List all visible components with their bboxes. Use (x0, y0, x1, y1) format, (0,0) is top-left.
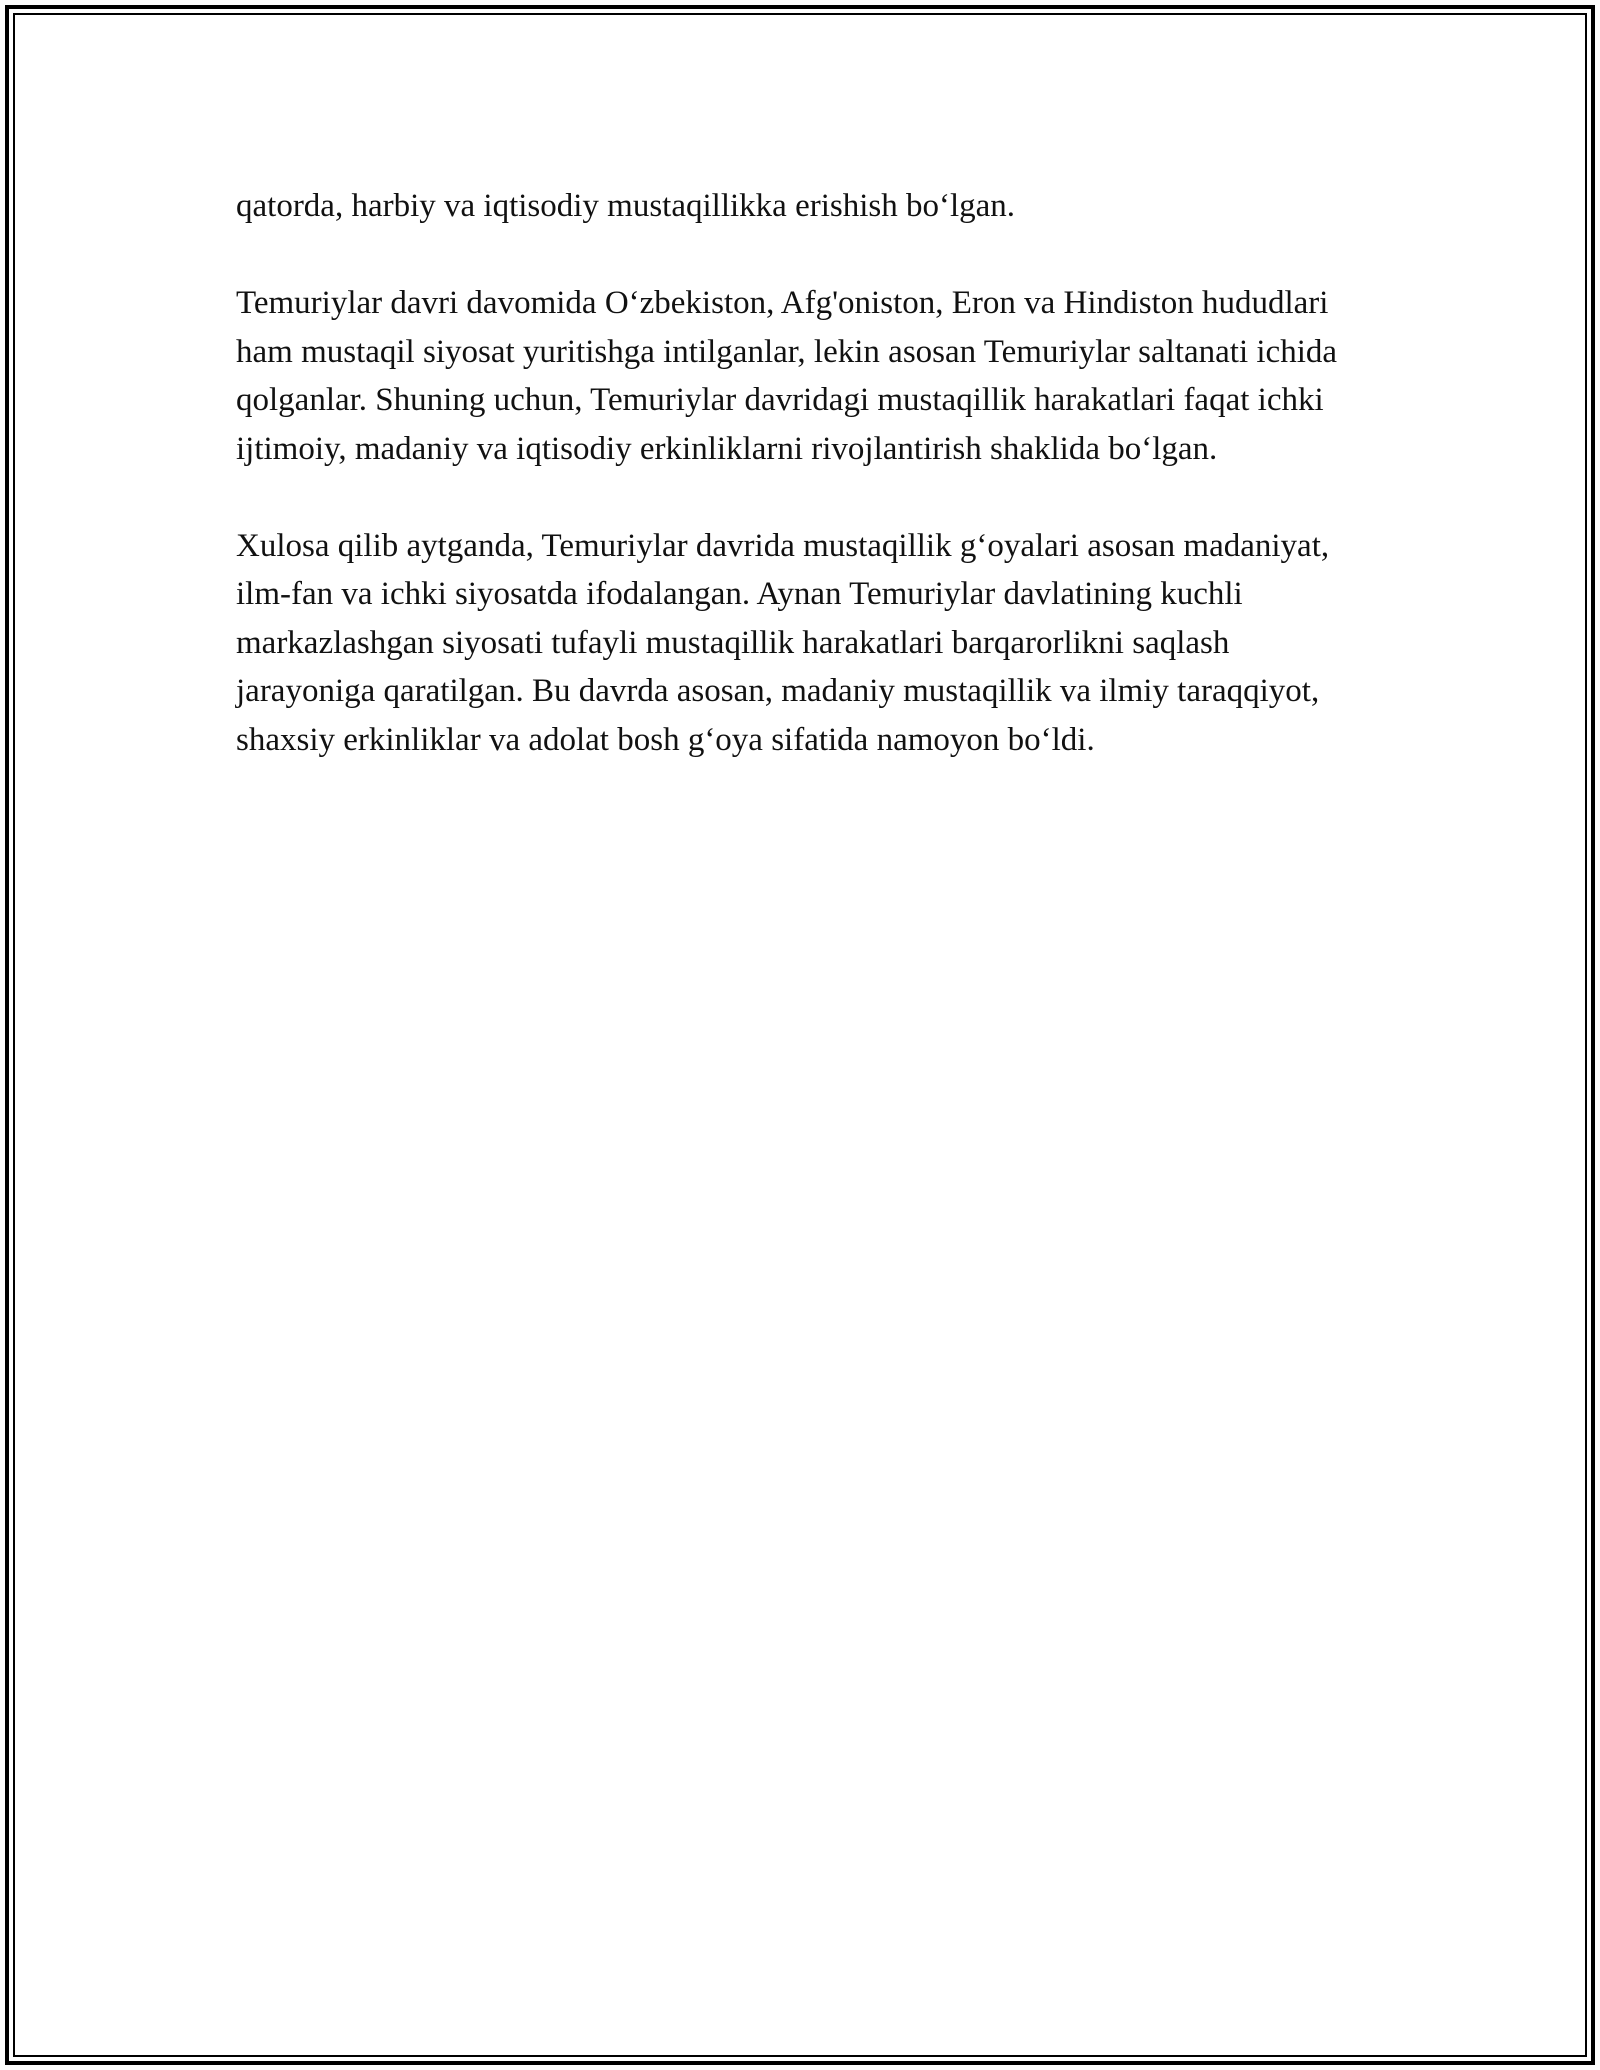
paragraph-continuation: qatorda, harbiy va iqtisodiy mustaqillikka erishish bo‘lgan. (236, 188, 1016, 224)
document-body (236, 182, 1366, 813)
paragraph-conclusion: Xulosa qilib aytganda, Temuriylar davrida mustaqillik g‘oyalari asosan madaniyat, ilm-fan va ichki siyosatda ifodalangan. Aynan Temuriylar davlatining kuchli markazlashgan siyosati tufayli mustaqillik harakatlari barqarorlikni saqlash jarayoniga qaratilgan. Bu davrda asosan, madaniy mustaqillik va ilmiy taraqqiyot, shaxsiy erkinliklar va adolat bosh g‘oya sifatida namoyon bo‘ldi. (236, 527, 1330, 758)
paragraph-timurid-regions: Temuriylar davri davomida O‘zbekiston, Afg'oniston, Eron va Hindiston hududlari ham mustaqil siyosat yuritishga intilganlar, lekin asosan Temuriylar saltanati ichida qolganlar. Shuning uchun, Temuriylar davridagi mustaqillik harakatlari faqat ichki ijtimoiy, madaniy va iqtisodiy erkinliklarni rivojlantirish shaklida bo‘lgan. (236, 285, 1338, 467)
